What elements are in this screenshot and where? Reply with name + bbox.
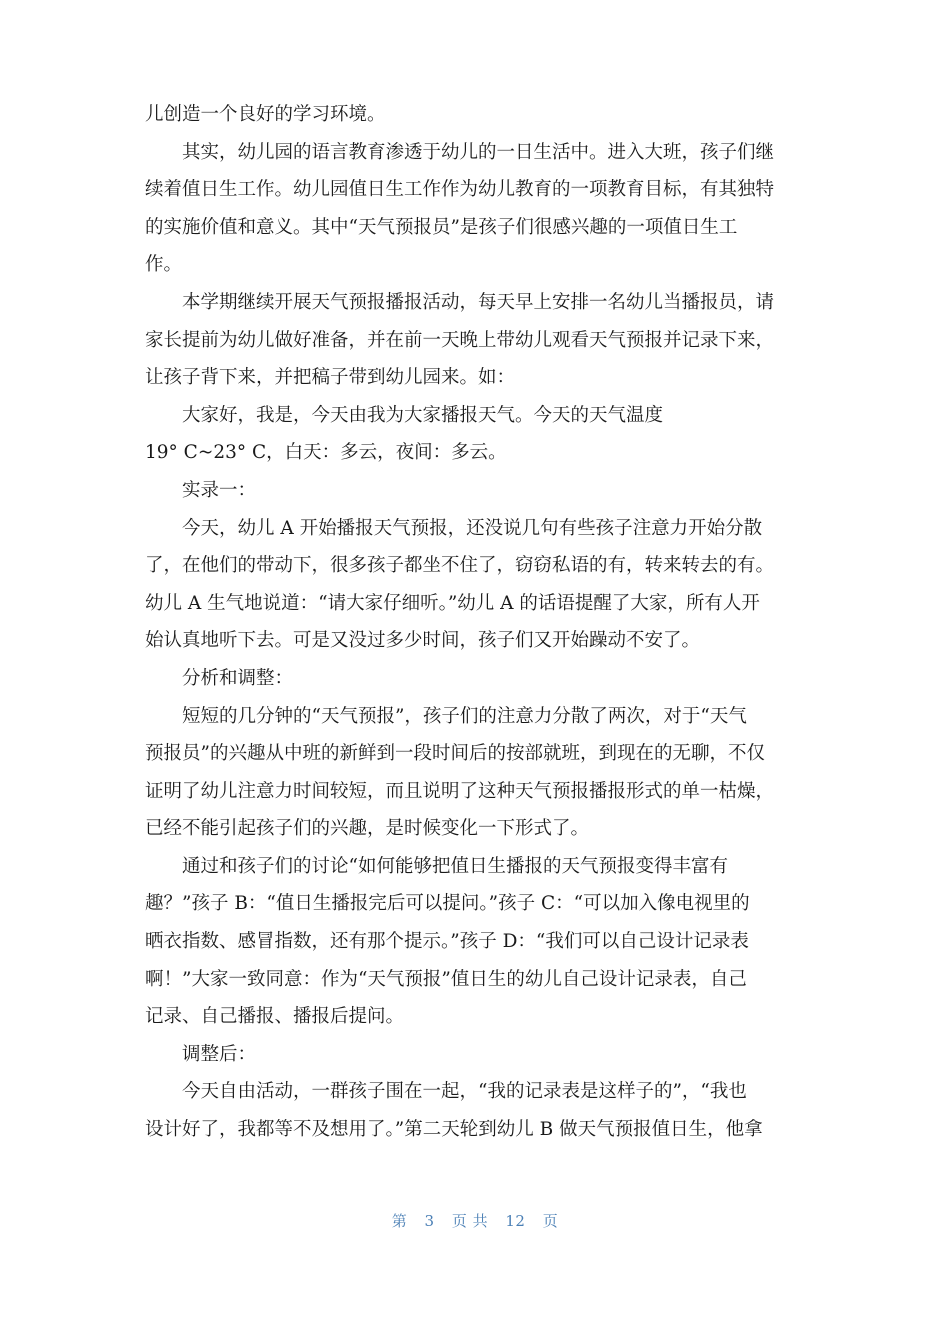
text-line: 记录、自己播报、播报后提问。 [145,1006,405,1028]
text-line: 其实，幼儿园的语言教育渗透于幼儿的一日生活中。进入大班，孩子们继 [182,141,775,163]
text-line: 晒衣指数、感冒指数，还有那个提示。”孩子 D：“我们可以自己设计记录表 [145,931,749,953]
text-line: 让孩子背下来，并把稿子带到幼儿园来。如： [145,367,516,389]
text-line: 幼儿 A 生气地说道：“请大家仔细听。”幼儿 A 的话语提醒了大家，所有人开 [145,592,760,614]
text-line: 设计好了，我都等不及想用了。”第二天轮到幼儿 B 做天气预报值日生，他拿 [145,1119,763,1141]
text-line: 作。 [145,254,183,276]
section-heading: 实录一： [182,479,257,501]
text-line: 本学期继续开展天气预报播报活动，每天早上安排一名幼儿当播报员，请 [182,291,775,313]
text-line: 趣？”孩子 B：“值日生播报完后可以提问。”孩子 C：“可以加入像电视里的 [145,893,750,915]
section-heading: 调整后： [182,1043,257,1065]
text-line: 的实施价值和意义。其中“天气预报员”是孩子们很感兴趣的一项值日生工 [145,216,738,238]
footer-prefix: 第 [391,1212,408,1230]
text-line: 大家好，我是，今天由我为大家播报天气。今天的天气温度 [182,404,664,426]
text-line: 续着值日生工作。幼儿园值日生工作作为幼儿教育的一项教育目标，有其独特 [145,179,775,201]
text-line: 已经不能引起孩子们的兴趣，是时候变化一下形式了。 [145,818,590,840]
section-heading: 分析和调整： [182,667,294,689]
text-line: 了，在他们的带动下，很多孩子都坐不住了，窃窃私语的有，转来转去的有。 [145,555,775,577]
footer-suffix: 页 [542,1212,559,1230]
page-footer [0,1210,950,1231]
text-line: 19° C~23° C，白天：多云，夜间：多云。 [145,442,507,464]
text-line: 短短的几分钟的“天气预报”，孩子们的注意力分散了两次，对于“天气 [182,705,747,727]
text-line: 啊！”大家一致同意：作为“天气预报”值日生的幼儿自己设计记录表，自己 [145,968,747,990]
text-line: 今天自由活动，一群孩子围在一起，“我的记录表是这样子的”，“我也 [182,1081,747,1103]
text-line: 通过和孩子们的讨论“如何能够把值日生播报的天气预报变得丰富有 [182,855,728,877]
text-line: 证明了幼儿注意力时间较短，而且说明了这种天气预报播报形式的单一枯燥， [145,780,775,802]
text-line: 预报员”的兴趣从中班的新鲜到一段时间后的按部就班，到现在的无聊，不仅 [145,743,765,765]
current-page-number: 3 [424,1212,435,1230]
text-line: 家长提前为幼儿做好准备，并在前一天晚上带幼儿观看天气预报并记录下来， [145,329,775,351]
text-line: 始认真地听下去。可是又没过多少时间，孩子们又开始躁动不安了。 [145,630,701,652]
footer-middle: 页 共 [451,1212,489,1230]
text-line: 儿创造一个良好的学习环境。 [145,104,386,125]
document-body [145,96,810,1149]
total-page-count: 12 [505,1212,526,1230]
text-line: 今天，幼儿 A 开始播报天气预报，还没说几句有些孩子注意力开始分散 [182,517,763,539]
